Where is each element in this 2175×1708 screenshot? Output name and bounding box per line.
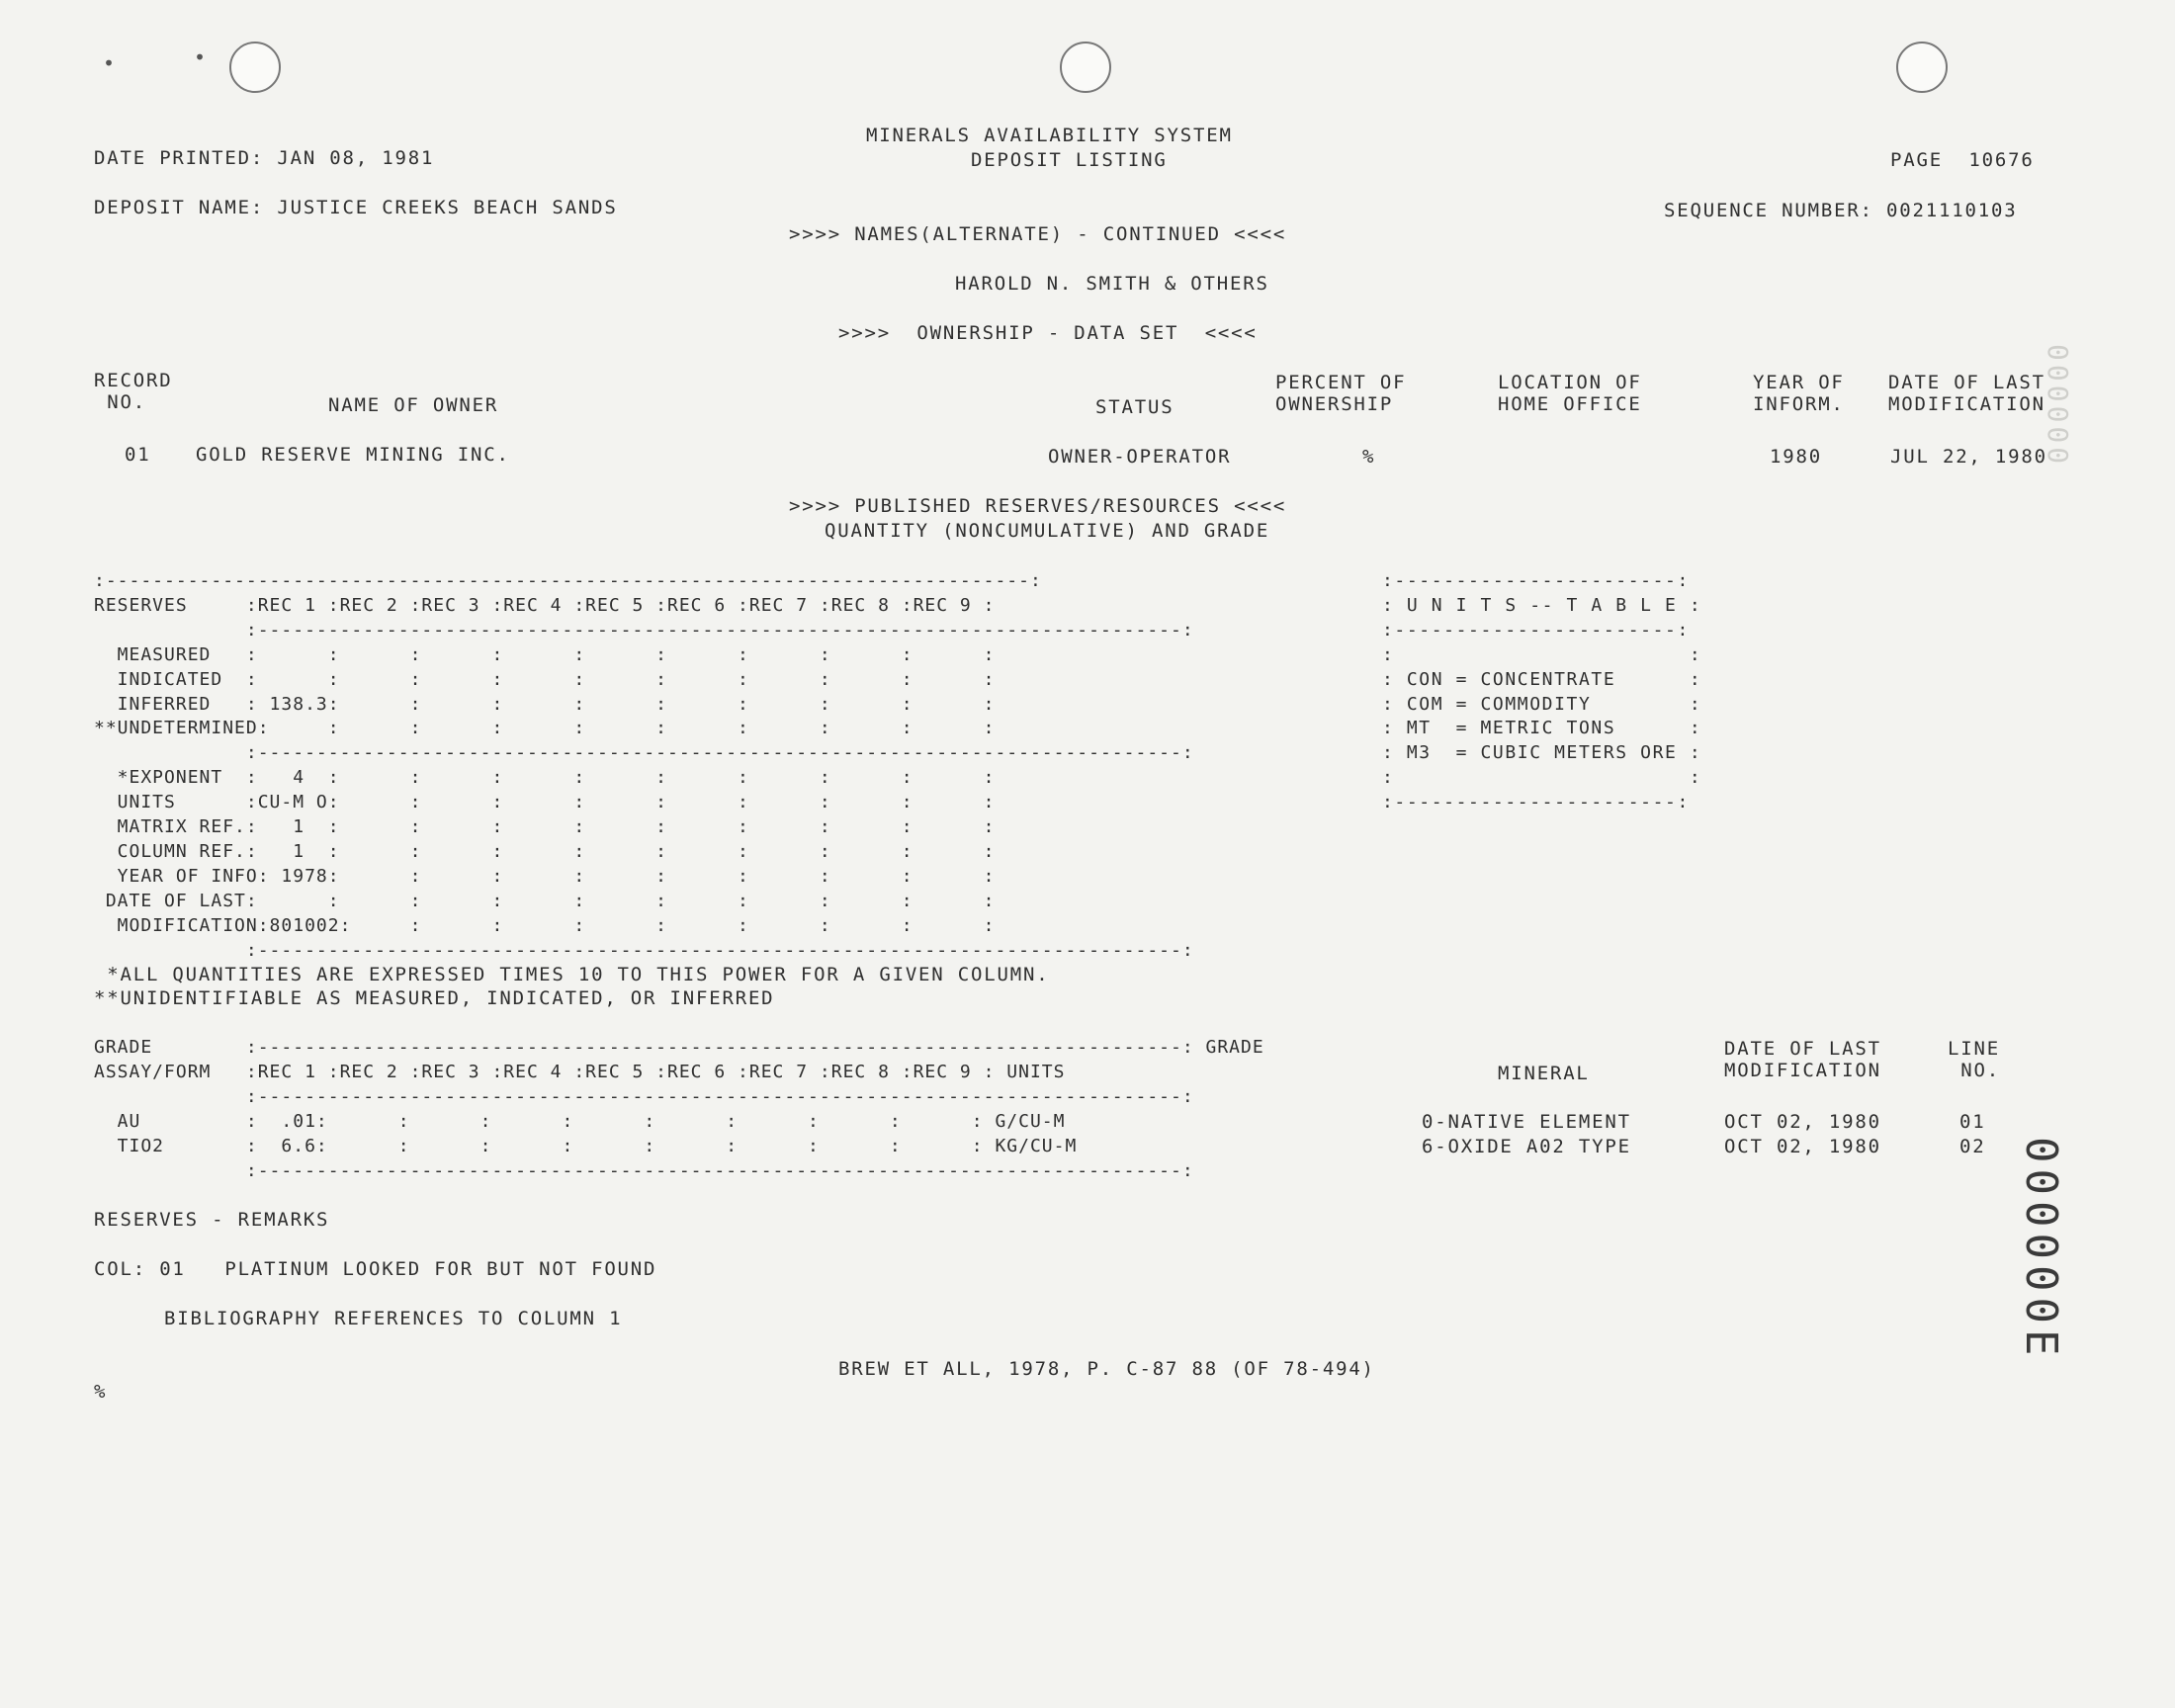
ownership-col-year: YEAR OF INFORM. bbox=[1753, 372, 1845, 415]
binder-hole-center bbox=[1060, 42, 1111, 93]
grade-row-line: 01 bbox=[1959, 1111, 1986, 1133]
report-listing-title: DEPOSIT LISTING bbox=[971, 149, 1168, 171]
grade-row-mineral: 6-OXIDE A02 TYPE bbox=[1422, 1136, 1631, 1157]
remarks-column-note: COL: 01 PLATINUM LOOKED FOR BUT NOT FOUND bbox=[94, 1258, 657, 1280]
faint-page-stamp: 000000 bbox=[2042, 344, 2074, 469]
grade-row-date: OCT 02, 1980 bbox=[1724, 1136, 1881, 1157]
ownership-col-name: NAME OF OWNER bbox=[328, 394, 499, 416]
owner-record-no: 01 bbox=[125, 444, 151, 466]
remarks-heading: RESERVES - REMARKS bbox=[94, 1209, 330, 1231]
owner-date: JUL 22, 1980 bbox=[1890, 446, 2047, 468]
alternate-name: HAROLD N. SMITH & OTHERS bbox=[955, 273, 1269, 295]
grade-col-date: DATE OF LAST MODIFICATION bbox=[1724, 1038, 1881, 1081]
bibliography-heading: BIBLIOGRAPHY REFERENCES TO COLUMN 1 bbox=[164, 1308, 623, 1329]
ownership-section-heading: >>>> OWNERSHIP - DATA SET <<<< bbox=[838, 322, 1258, 344]
owner-status: OWNER-OPERATOR bbox=[1048, 446, 1232, 468]
owner-percent: % bbox=[1362, 446, 1376, 468]
owner-year: 1980 bbox=[1770, 446, 1822, 468]
reserves-table: :-------------------------------------------------------------------------------: RESERVES :REC 1 :REC 2 :REC 3 :REC 4 :REC 5 :REC 6 :REC 7 :REC 8 :REC 9 : :-------------------------------------------------------------------------------: MEASURED : : : : : : : : : : INDICATED : : : : : : : : : : INFERRED : 138.3: : : : : : : : : **UNDETERMINED: : : : : : : : : : :-------------------------------------------------------------------------------: *EXPONENT : 4 : : : : : : : : : UNITS :CU-M O: : : : : : : : : MATRIX REF.: 1 : : : : : : : : : COLUMN REF.: 1 : : : : : : : : : YEAR OF INFO: 1978: : : : : : : : : DATE OF LAST: : : : : : : : : : MODIFICATION:801002: : : : : : : : : :-------------------------------------------------------------------------------: bbox=[94, 570, 1194, 961]
grade-row-date: OCT 02, 1980 bbox=[1724, 1111, 1881, 1133]
ownership-col-location: LOCATION OF HOME OFFICE bbox=[1498, 372, 1642, 415]
reserves-section-subheading: QUANTITY (NONCUMULATIVE) AND GRADE bbox=[825, 520, 1270, 542]
grade-col-line: LINE NO. bbox=[1948, 1038, 2000, 1081]
names-section-heading: >>>> NAMES(ALTERNATE) - CONTINUED <<<< bbox=[789, 223, 1287, 245]
page-number: PAGE 10676 bbox=[1890, 149, 2035, 171]
end-marker: % bbox=[94, 1381, 108, 1403]
report-system-title: MINERALS AVAILABILITY SYSTEM bbox=[866, 125, 1233, 146]
page-stamp: 000000E bbox=[2016, 1137, 2066, 1362]
speck: • bbox=[194, 45, 207, 69]
grade-row-mineral: 0-NATIVE ELEMENT bbox=[1422, 1111, 1631, 1133]
ownership-col-date: DATE OF LAST MODIFICATION bbox=[1888, 372, 2045, 415]
ownership-col-status: STATUS bbox=[1095, 396, 1174, 418]
reserves-note-unidentifiable: **UNIDENTIFIABLE AS MEASURED, INDICATED, OR INFERRED bbox=[94, 987, 775, 1009]
ownership-col-percent: PERCENT OF OWNERSHIP bbox=[1275, 372, 1407, 415]
reserves-section-heading: >>>> PUBLISHED RESERVES/RESOURCES <<<< bbox=[789, 495, 1287, 517]
date-printed: DATE PRINTED: JAN 08, 1981 bbox=[94, 147, 435, 169]
binder-hole-right bbox=[1896, 42, 1948, 93]
sequence-number: SEQUENCE NUMBER: 0021110103 bbox=[1664, 200, 2018, 221]
deposit-name: DEPOSIT NAME: JUSTICE CREEKS BEACH SANDS bbox=[94, 197, 618, 218]
owner-name: GOLD RESERVE MINING INC. bbox=[196, 444, 510, 466]
speck: • bbox=[103, 51, 116, 75]
bibliography-reference: BREW ET ALL, 1978, P. C-87 88 (OF 78-494) bbox=[838, 1358, 1375, 1380]
binder-hole-left bbox=[229, 42, 281, 93]
reserves-note-exponent: *ALL QUANTITIES ARE EXPRESSED TIMES 10 TO THIS POWER FOR A GIVEN COLUMN. bbox=[94, 964, 1050, 985]
grade-col-mineral: MINERAL bbox=[1498, 1063, 1590, 1084]
grade-row-line: 02 bbox=[1959, 1136, 1986, 1157]
units-table: :-----------------------: : U N I T S -- T A B L E : :-----------------------: : : : CON = CONCENTRATE : : COM = COMMODITY : : MT = METRIC TONS : : M3 = CUBIC METERS ORE : : : :-----------------------: bbox=[1382, 570, 1702, 813]
grade-table: GRADE :-------------------------------------------------------------------------------: GRADE ASSAY/FORM :REC 1 :REC 2 :REC 3 :REC 4 :REC 5 :REC 6 :REC 7 :REC 8 :REC 9 : UNITS :-------------------------------------------------------------------------------: AU : .01: : : : : : : : : G/CU-M TIO2 : 6.6: : : : : : : : : KG/CU-M :-------------------------------------------------------------------------------: bbox=[94, 1037, 1264, 1181]
ownership-col-record: RECORD NO. bbox=[94, 370, 173, 413]
